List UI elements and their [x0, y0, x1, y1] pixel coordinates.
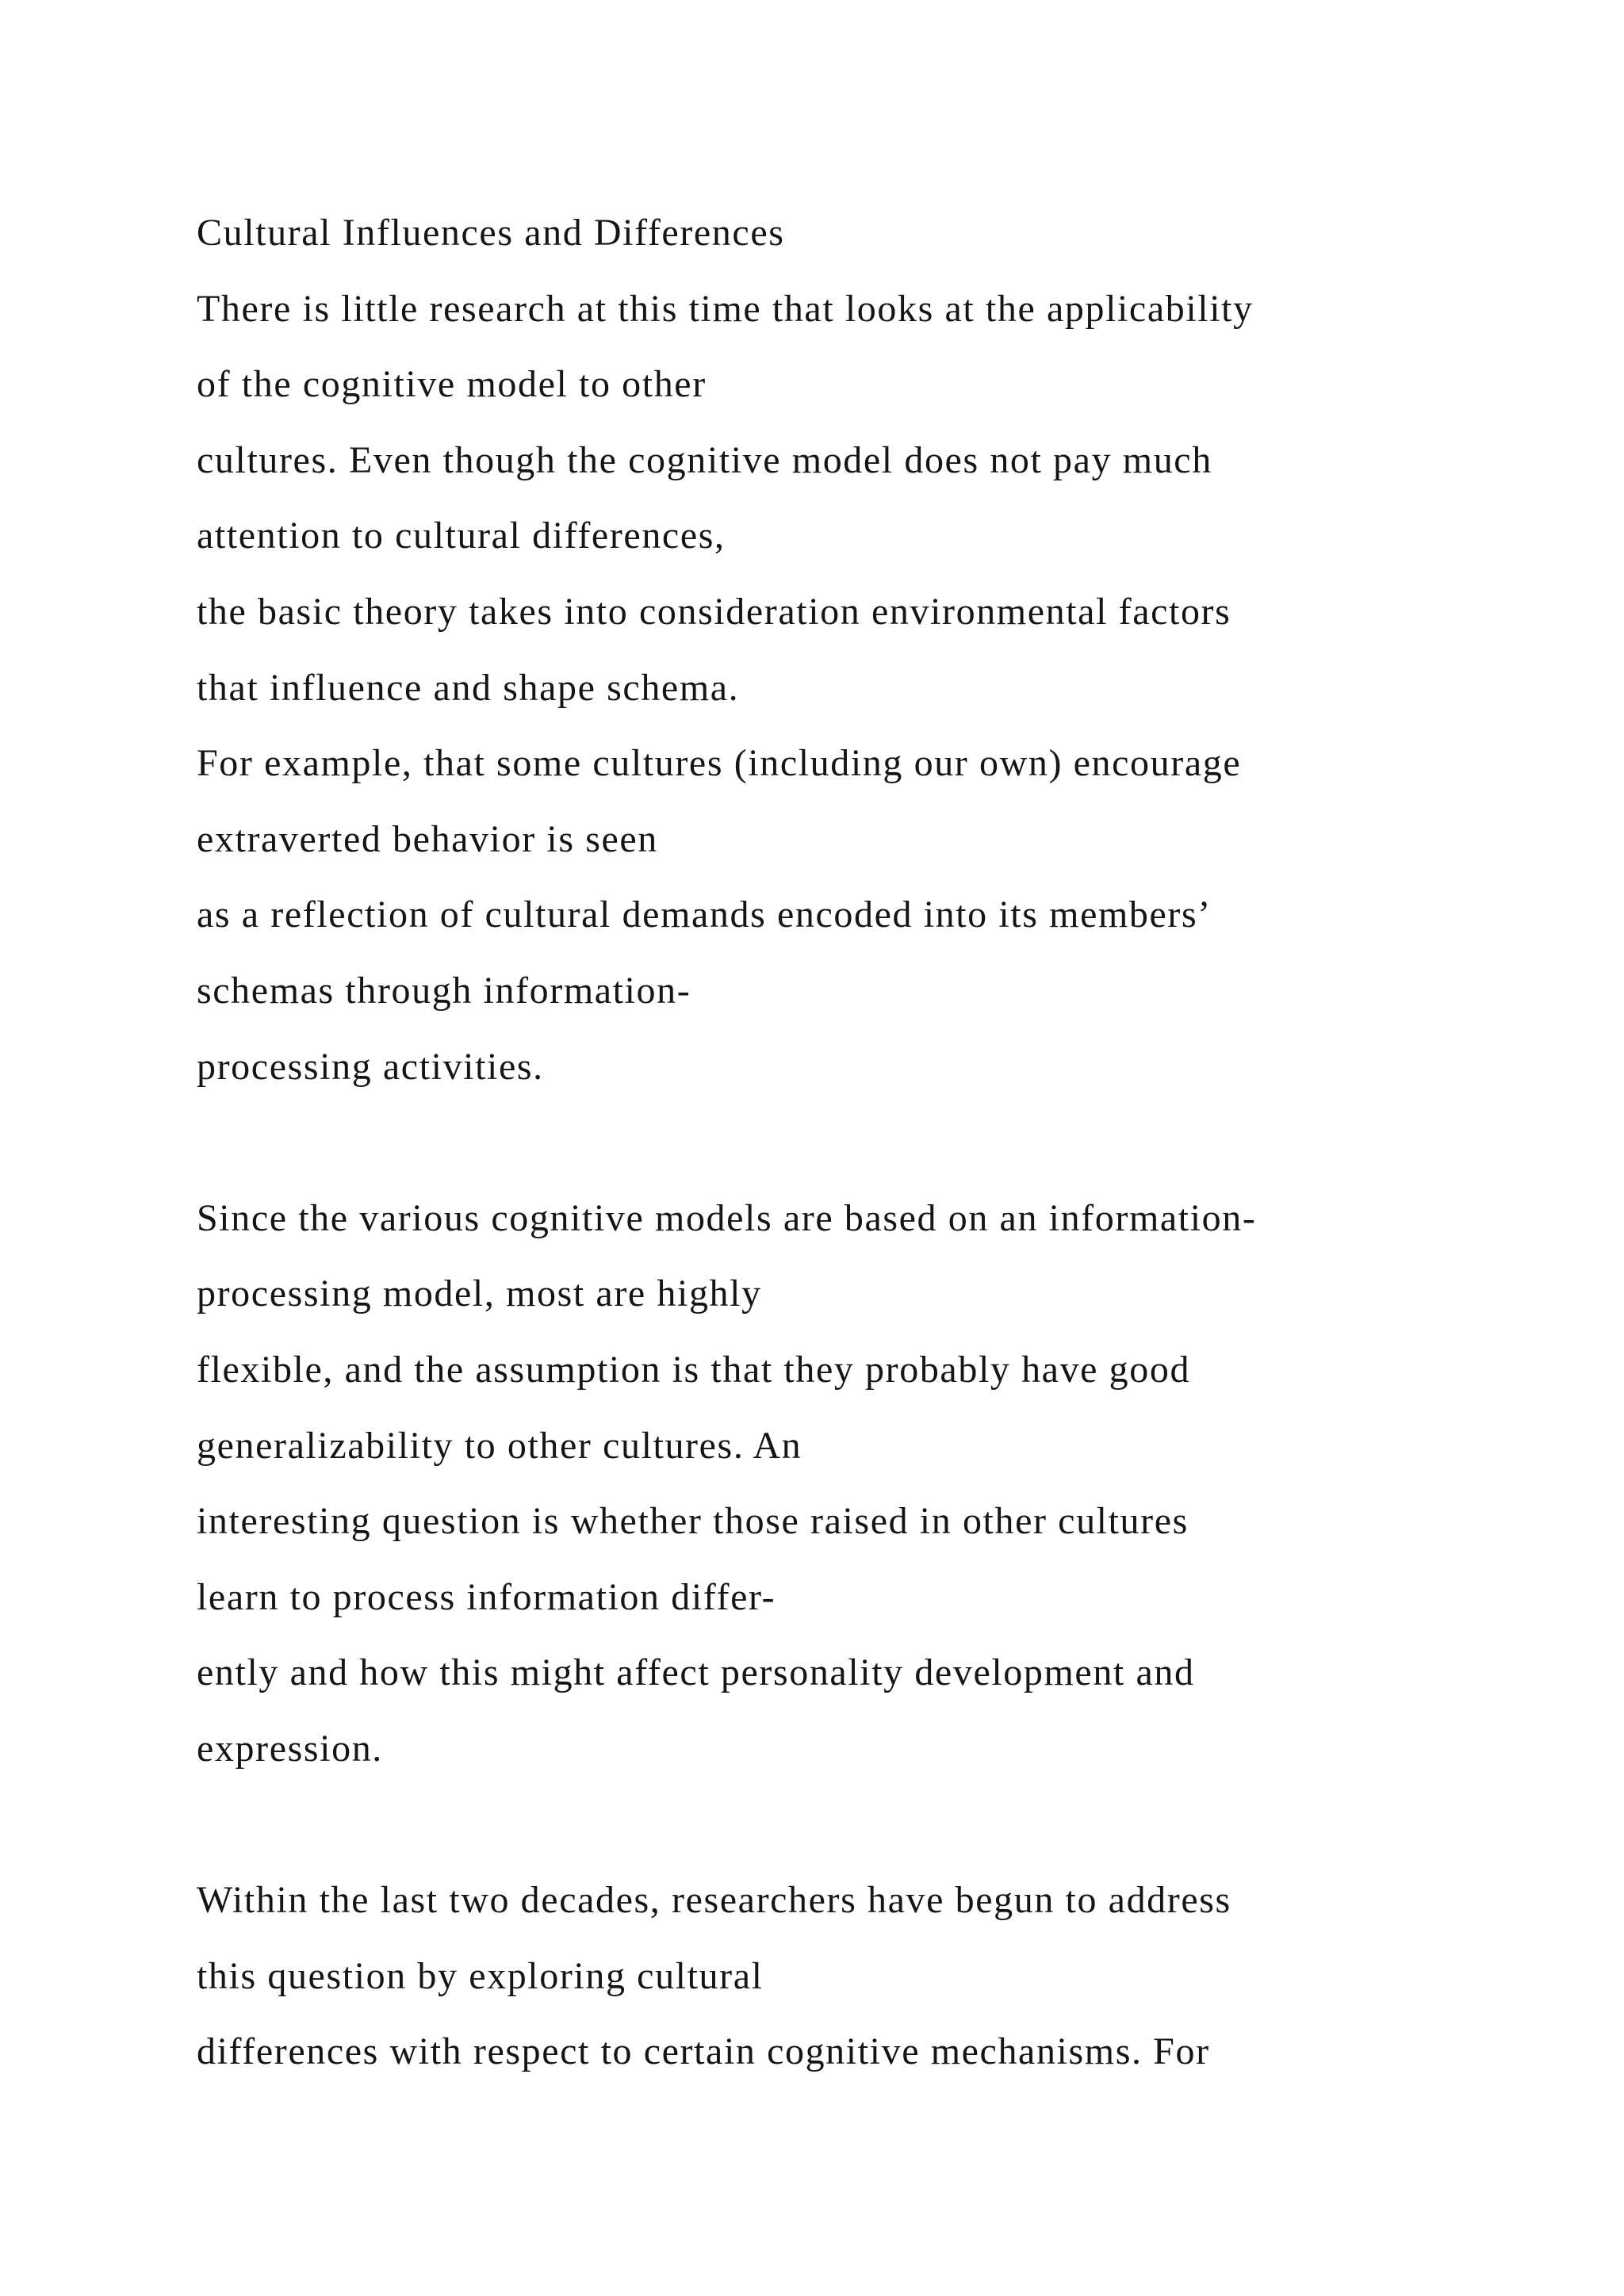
text-line: attention to cultural differences, — [197, 515, 726, 557]
text-line: this question by exploring cultural — [197, 1954, 764, 1997]
text-line: processing activities. — [197, 1045, 544, 1088]
paragraph-break — [197, 1786, 1545, 1862]
text-line: Within the last two decades, researchers have begun to address — [197, 1879, 1231, 1922]
paragraph-break — [197, 1104, 1545, 1181]
document-text — [197, 195, 1545, 2090]
text-line: learn to process information differ- — [197, 1575, 776, 1618]
text-line: generalizability to other cultures. An — [197, 1424, 802, 1467]
text-line: that influence and shape schema. — [197, 666, 740, 709]
text-line: schemas through information- — [197, 969, 691, 1012]
text-line: ently and how this might affect personality development and — [197, 1651, 1195, 1694]
text-line: For example, that some cultures (including our own) encourage — [197, 742, 1242, 785]
text-line: interesting question is whether those raised in other cultures — [197, 1500, 1189, 1543]
text-line: Since the various cognitive models are based on an information- — [197, 1196, 1257, 1239]
text-line: flexible, and the assumption is that they probably have good — [197, 1348, 1191, 1391]
text-line: differences with respect to certain cognitive mechanisms. For — [197, 2030, 1210, 2073]
text-line: the basic theory takes into consideration environmental factors — [197, 590, 1231, 633]
document-heading: Cultural Influences and Differences — [197, 212, 785, 254]
text-line: extraverted behavior is seen — [197, 817, 658, 860]
text-line: of the cognitive model to other — [197, 363, 707, 406]
text-line: There is little research at this time that looks at the applicability — [197, 287, 1254, 330]
text-line: expression. — [197, 1727, 383, 1770]
text-line: as a reflection of cultural demands encoded into its members’ — [197, 894, 1212, 936]
text-line: cultures. Even though the cognitive model does not pay much — [197, 438, 1212, 481]
text-line: processing model, most are highly — [197, 1272, 762, 1315]
